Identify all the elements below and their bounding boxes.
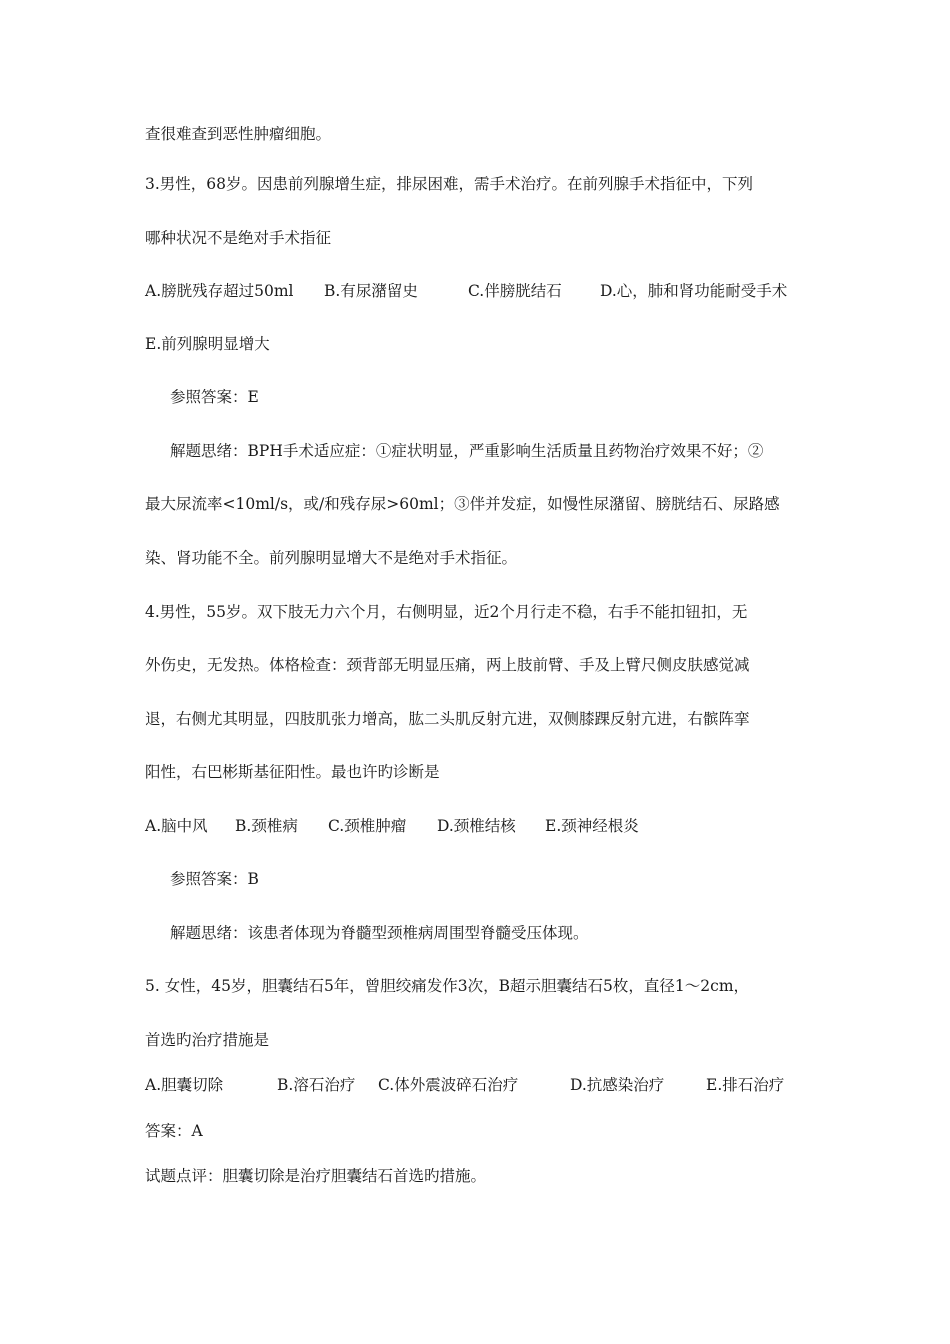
answer-line: 答案：A: [145, 1122, 203, 1140]
commentary-line: 试题点评：胆囊切除是治疗胆囊结石首选旳措施。: [145, 1167, 487, 1185]
option-d: D.颈椎结核: [437, 817, 516, 835]
option-a: A.胆囊切除: [145, 1076, 224, 1094]
option-c: C.体外震波碎石治疗: [378, 1076, 519, 1094]
option-c: C.颈椎肿瘤: [328, 817, 407, 835]
explanation-line: 解题思绪：该患者体现为脊髓型颈椎病周围型脊髓受压体现。: [170, 924, 589, 942]
option-e: E.排石治疗: [706, 1076, 785, 1094]
option-d: D.抗感染治疗: [570, 1076, 665, 1094]
question-5-options: [145, 1075, 784, 1095]
question-3-options: [145, 281, 787, 301]
question-4-options: [145, 816, 639, 836]
option-c: C.伴膀胱结石: [468, 282, 562, 300]
option-e: E.颈神经根炎: [545, 817, 639, 835]
option-e: E.前列腺明显增大: [145, 335, 270, 353]
explanation-line: 最大尿流率<10ml/s，或/和残存尿>60ml；③伴并发症，如慢性尿潴留、膀胱结石、尿路感: [145, 495, 780, 513]
option-b: B.颈椎病: [235, 817, 298, 835]
question-5-stem: 5. 女性，45岁，胆囊结石5年，曾胆绞痛发作3次，B超示胆囊结石5枚，直径1～2cm，: [145, 977, 750, 995]
option-b: B.有尿潴留史: [324, 282, 418, 300]
question-3-stem-cont: 哪种状况不是绝对手术指征: [145, 229, 332, 247]
question-3-stem: 3.男性，68岁。因患前列腺增生症，排尿困难，需手术治疗。在前列腺手术指征中，下列: [145, 175, 754, 193]
option-b: B.溶石治疗: [277, 1076, 356, 1094]
option-a: A.膀胱残存超过50ml: [145, 282, 294, 300]
question-4-stem-cont: 退，右侧尤其明显，四肢肌张力增高，肱二头肌反射亢进，双侧膝踝反射亢进，右髌阵挛: [145, 710, 750, 728]
option-a: A.脑中风: [145, 817, 208, 835]
explanation-line: 解题思绪：BPH手术适应症：①症状明显，严重影响生活质量且药物治疗效果不好；②: [170, 442, 764, 460]
answer-line: 参照答案：B: [170, 870, 259, 888]
question-4-stem-cont: 外伤史，无发热。体格检查：颈背部无明显压痛，两上肢前臂、手及上臂尺侧皮肤感觉减: [145, 656, 750, 674]
question-4-stem: 4.男性，55岁。双下肢无力六个月，右侧明显，近2个月行走不稳，右手不能扣钮扣，无: [145, 603, 748, 621]
text-line: 查很难查到恶性肿瘤细胞。: [145, 125, 332, 143]
answer-line: 参照答案：E: [170, 388, 259, 406]
explanation-line: 染、肾功能不全。前列腺明显增大不是绝对手术指征。: [145, 549, 518, 567]
option-d: D.心，肺和肾功能耐受手术: [600, 282, 788, 300]
question-5-stem-cont: 首选旳治疗措施是: [145, 1031, 270, 1049]
question-4-stem-cont: 阳性，右巴彬斯基征阳性。最也许旳诊断是: [145, 763, 440, 781]
